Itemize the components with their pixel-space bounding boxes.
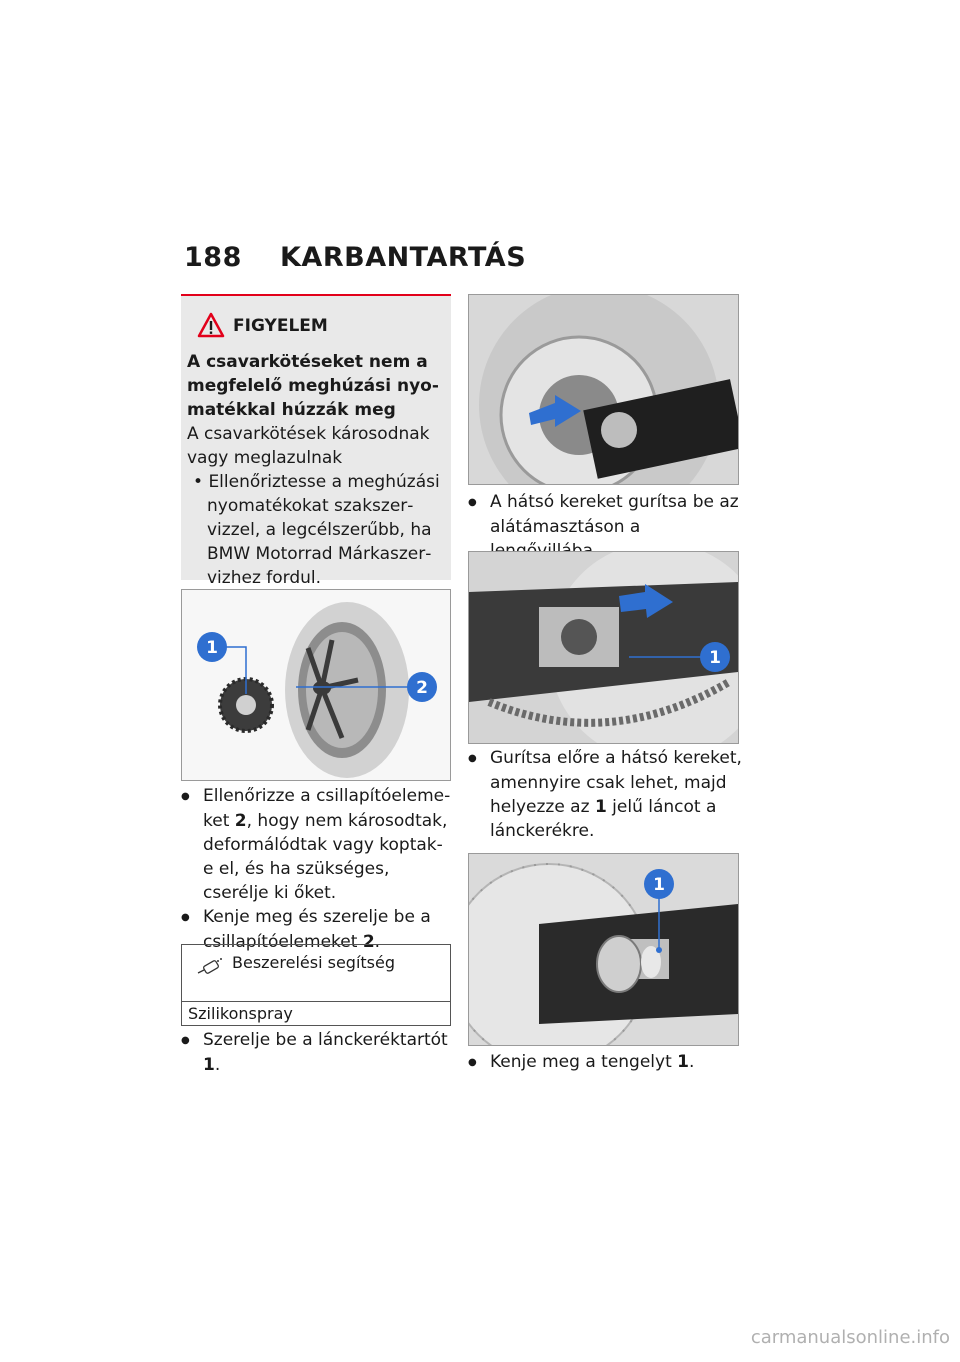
roll-wheel-figure: [468, 294, 739, 485]
assembly-aid-header: [182, 945, 450, 1002]
step-fit-chain: [468, 746, 743, 843]
step-ref: 1: [594, 797, 607, 817]
warning-box: [181, 296, 451, 588]
step-text: , hogy nem károsodtak, deformálódtak vagy koptak-e el, és ha szükséges, cserélje ki őket.: [203, 811, 448, 903]
step-install-carrier: [181, 1028, 451, 1077]
right-step-3: [468, 1050, 743, 1075]
step-check-dampers: [181, 784, 451, 905]
step-text: Kenje meg és szerelje be a csillapítóelemeket: [203, 907, 431, 952]
step-ref: 2: [362, 932, 375, 952]
spray-can-icon: [196, 957, 222, 981]
warning-action: • Ellenőriztesse a meghúzási nyomatékokat szakszervizzel, a legcélszerűbb, ha BMW Motorrad Márkaszervizhez fordul.: [193, 472, 440, 588]
step-text: .: [214, 1055, 221, 1075]
wheel-callout-2: 2: [416, 678, 428, 698]
step-text: .: [689, 1052, 695, 1072]
step-text: Kenje meg a tengelyt: [490, 1052, 678, 1072]
warning-triangle-icon: [197, 312, 225, 342]
warning-body: [187, 350, 443, 590]
page-title: KARBANTARTÁS: [280, 242, 527, 273]
warning-action-text: Ellenőriztesse a meghúzási nyomatékokat szakszervizzel, a legcélszerűbb, ha BMW Motorrad Márkaszervizhez fordul.: [207, 472, 440, 588]
assembly-aid-item: Szilikonspray: [188, 1004, 293, 1023]
watermark: carmanualsonline.info: [750, 1327, 950, 1348]
step-text: Szerelje be a lánckeréktartót: [203, 1030, 448, 1050]
chain-figure: [468, 551, 739, 744]
left-steps-cont: [181, 1028, 451, 1077]
warning-heading: A csavarkötéseket nem a megfelelő meghúzási nyomatékkal húzzák meg: [187, 352, 439, 420]
axle-figure: [468, 853, 739, 1046]
wheel-damper-figure: [181, 589, 451, 781]
left-steps: [181, 784, 451, 954]
step-ref: 1: [677, 1052, 690, 1072]
wheel-callout-1: 1: [206, 638, 218, 658]
page-header: [184, 242, 526, 273]
step-ref: 1: [203, 1055, 215, 1075]
warning-label: FIGYELEM: [233, 316, 328, 336]
right-step-2: [468, 746, 743, 843]
step-ref: 2: [234, 811, 247, 831]
step-text: jelű láncot a lánckerékre.: [490, 797, 717, 841]
step-text: Ellenőrizze a csillapítóelemeket: [203, 786, 451, 831]
assembly-aid-label: Beszerelési segítség: [232, 953, 396, 972]
warning-consequence: A csavarkötések károsodnak vagy meglazulnak: [187, 424, 430, 468]
chain-callout-1: 1: [709, 648, 721, 668]
page-number: 188: [184, 242, 242, 273]
step-text: Gurítsa előre a hátsó kereket, amennyire csak lehet, majd helyezze az: [490, 748, 742, 817]
step-lubricate-axle: [468, 1050, 743, 1075]
step-text: .: [374, 932, 381, 952]
step-text: A hátsó kereket gurítsa be az alátámasztáson a: [490, 492, 739, 537]
assembly-aid-table: [181, 944, 451, 1026]
axle-callout-1: 1: [653, 875, 665, 895]
